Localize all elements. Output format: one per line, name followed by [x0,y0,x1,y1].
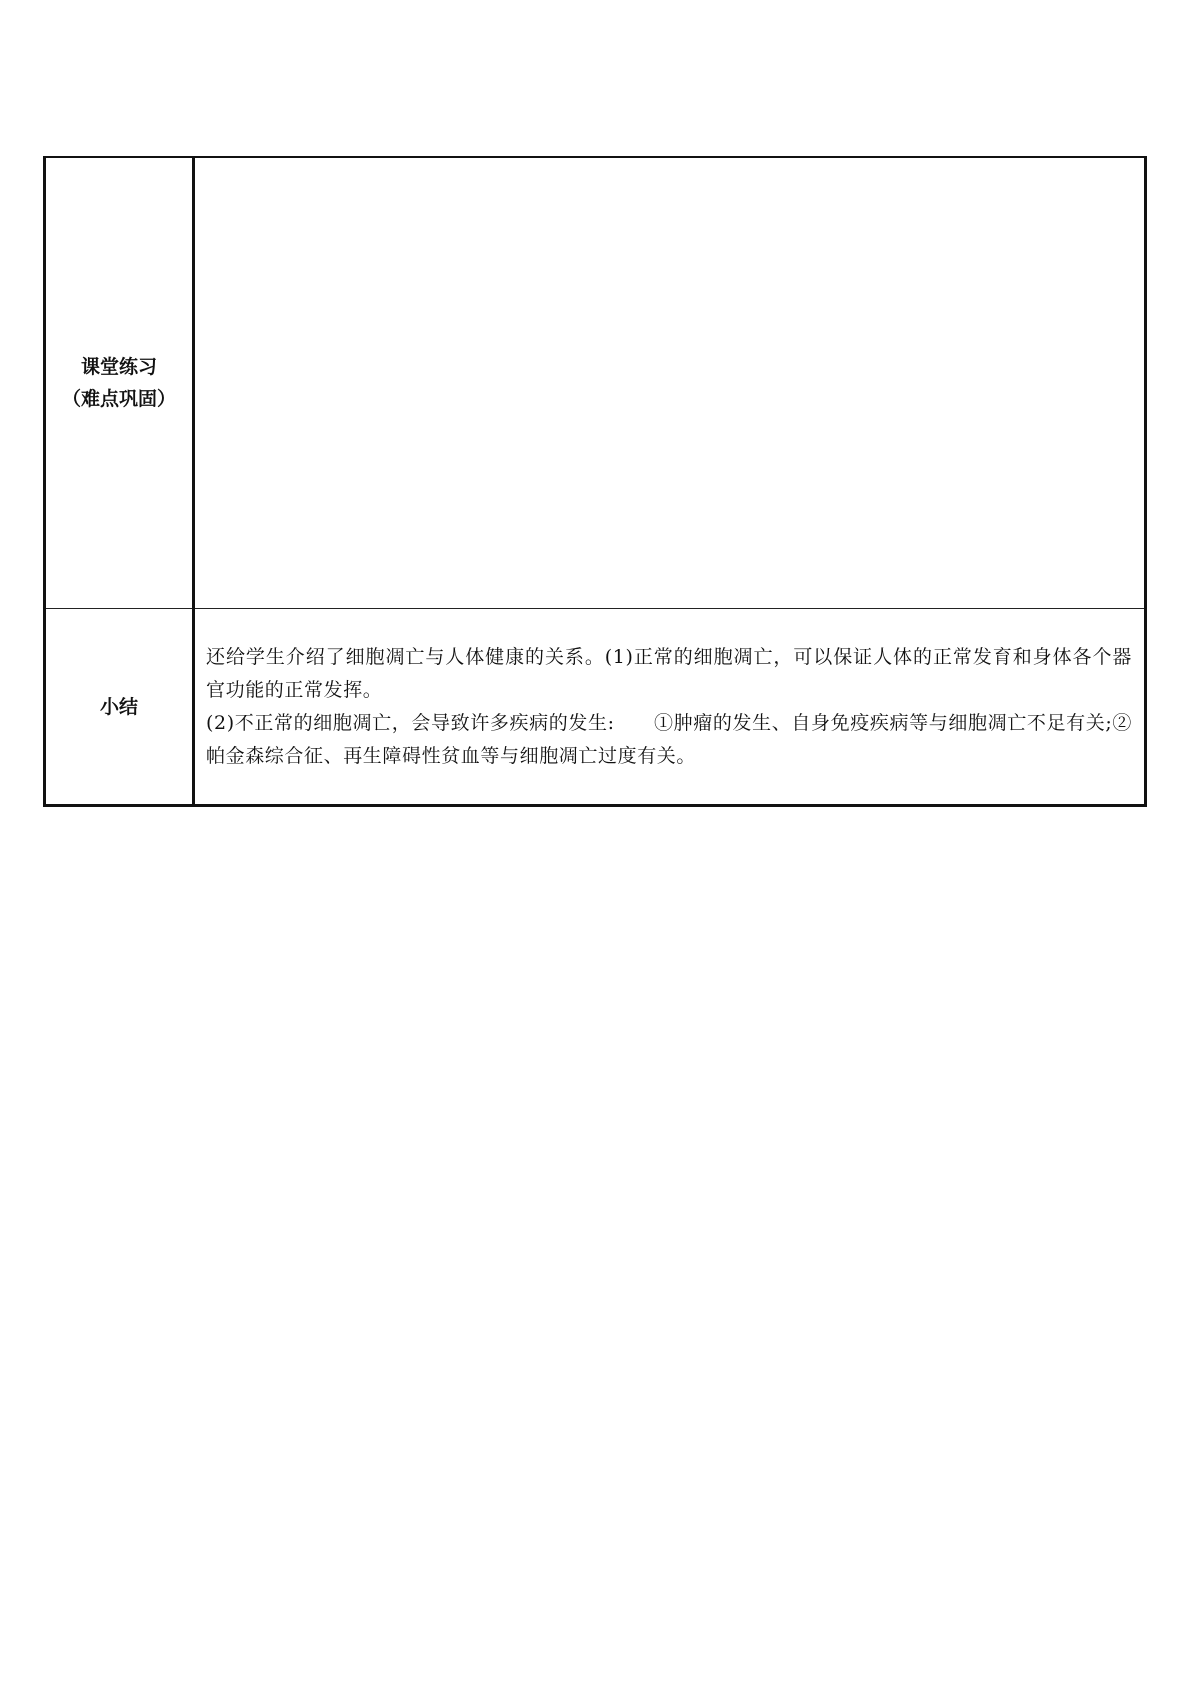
row-label-line: 小结 [99,695,138,718]
summary-paragraph: 还给学生介绍了细胞凋亡与人体健康的关系。(1)正常的细胞凋亡，可以保证人体的正常发育和身体各个器官功能的正常发挥。 [206,645,1132,701]
row-label-line: 课堂练习 [80,356,157,378]
summary-content-cell [194,609,1146,806]
row-label-summary [45,609,194,806]
summary-paragraph: (2)不正常的细胞凋亡，会导致许多疾病的发生: ①肿瘤的发生、自身免疫疾病等与细胞凋亡不足有关;② 帕金森综合征、再生障碍性贫血等与细胞凋亡过度有关。 [206,711,1132,767]
lesson-plan-table [43,156,1147,807]
table-row-summary [45,609,1146,806]
summary-text [195,641,1144,773]
table-row-classroom-practice [45,157,1146,609]
row-label-classroom-practice [45,157,194,609]
row-label-subline: （难点巩固） [61,388,176,410]
classroom-practice-content-cell [194,157,1146,609]
